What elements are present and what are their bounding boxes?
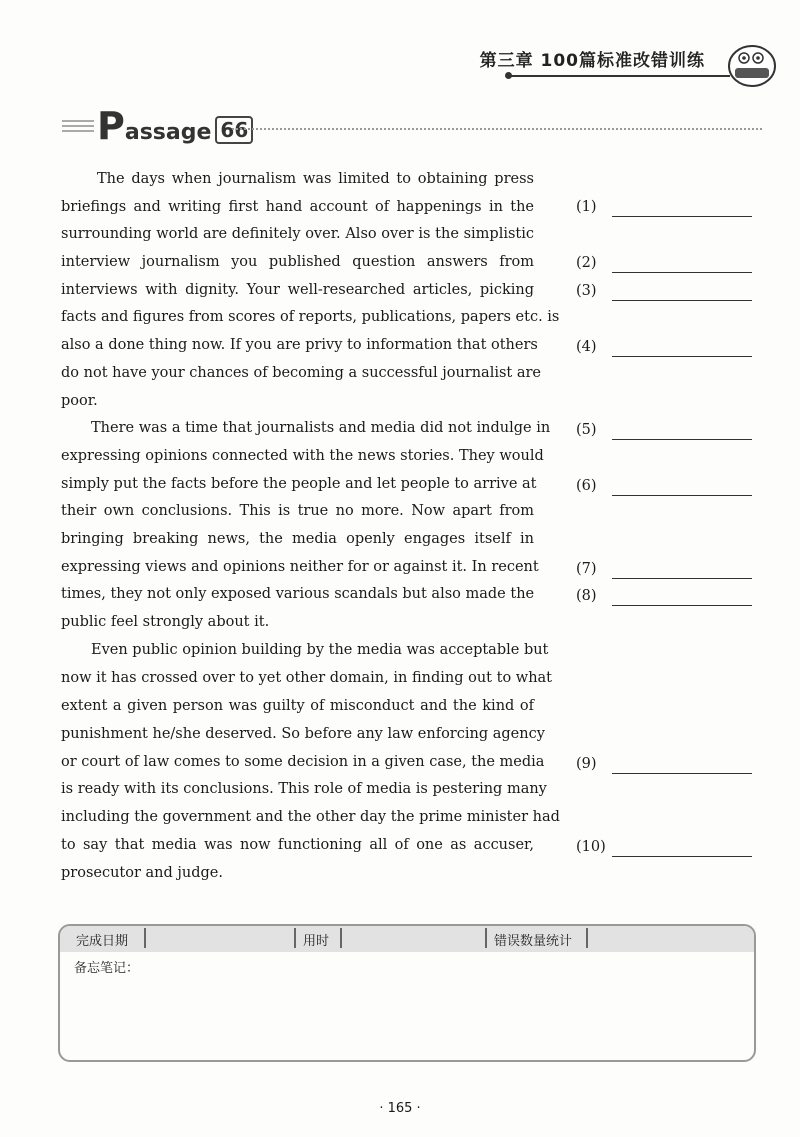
text-line: simply put the facts before the people and let people to arrive at bbox=[61, 476, 537, 492]
header-separator bbox=[586, 928, 588, 948]
passage-initial: P bbox=[97, 104, 125, 148]
header-separator bbox=[294, 928, 296, 948]
answer-blank[interactable] bbox=[612, 842, 752, 857]
text-line: their own conclusions. This is true no more. Now apart from bbox=[61, 503, 534, 519]
answer-number: (9) bbox=[576, 756, 597, 772]
answer-number: (4) bbox=[576, 339, 597, 355]
answer-number: (6) bbox=[576, 478, 597, 494]
answer-blank[interactable] bbox=[612, 286, 752, 301]
header-separator bbox=[144, 928, 146, 948]
error-count-label: 错误数量统计 bbox=[494, 934, 573, 949]
completion-date-label: 完成日期 bbox=[76, 934, 129, 949]
title-rule bbox=[232, 128, 762, 130]
passage-word: assage bbox=[124, 120, 212, 145]
title-decoration bbox=[62, 120, 94, 136]
answer-number: (1) bbox=[576, 199, 597, 215]
answer-blank[interactable] bbox=[612, 425, 752, 440]
answer-blank[interactable] bbox=[612, 759, 752, 774]
answer-blank[interactable] bbox=[612, 564, 752, 579]
answer-row bbox=[576, 281, 766, 301]
answer-row bbox=[576, 337, 766, 357]
text-line: The days when journalism was limited to obtaining press bbox=[97, 171, 534, 187]
answer-row bbox=[576, 837, 766, 857]
answer-number: (8) bbox=[576, 588, 597, 604]
answer-blank[interactable] bbox=[612, 342, 752, 357]
answer-row bbox=[576, 476, 766, 496]
text-line: briefings and writing first hand account of happenings in the bbox=[61, 199, 534, 215]
text-line: poor. bbox=[61, 393, 98, 409]
text-line: facts and figures from scores of reports, publications, papers etc. is bbox=[61, 309, 560, 325]
text-line: to say that media was now functioning all of one as accuser, bbox=[61, 837, 534, 853]
text-line: now it has crossed over to yet other domain, in finding out to what bbox=[61, 670, 553, 686]
text-line: extent a given person was guilty of misconduct and the kind of bbox=[61, 698, 534, 714]
page-number: · 165 · bbox=[379, 1101, 421, 1116]
answer-row bbox=[576, 197, 766, 217]
text-line: public feel strongly about it. bbox=[61, 614, 270, 630]
text-line: interviews with dignity. Your well-researched articles, picking bbox=[61, 282, 534, 298]
answer-number: (5) bbox=[576, 422, 597, 438]
text-line: Even public opinion building by the media was acceptable but bbox=[91, 642, 549, 658]
chapter-title: 第三章 100篇标准改错训练 bbox=[479, 51, 705, 71]
header-rule-dot bbox=[505, 72, 512, 79]
answer-number: (2) bbox=[576, 255, 597, 271]
text-line: also a done thing now. If you are privy to information that others bbox=[61, 337, 538, 353]
record-box-header bbox=[60, 926, 754, 952]
answer-number: (10) bbox=[576, 839, 606, 855]
answer-row bbox=[576, 253, 766, 273]
text-line: interview journalism you published question answers from bbox=[61, 254, 534, 270]
memo-label: 备忘笔记： bbox=[74, 961, 140, 976]
passage-title bbox=[97, 104, 253, 148]
text-line: is ready with its conclusions. This role of media is pestering many bbox=[61, 781, 547, 797]
mascot-logo-icon bbox=[727, 44, 777, 88]
text-line: including the government and the other day the prime minister had bbox=[61, 809, 560, 825]
passage-number: 66 bbox=[215, 116, 253, 144]
time-used-label: 用时 bbox=[303, 934, 330, 949]
text-line: punishment he/she deserved. So before any law enforcing agency bbox=[61, 726, 545, 742]
text-line: There was a time that journalists and media did not indulge in bbox=[91, 420, 551, 436]
answer-row bbox=[576, 586, 766, 606]
answer-row bbox=[576, 420, 766, 440]
text-line: times, they not only exposed various scandals but also made the bbox=[61, 586, 535, 602]
text-line: bringing breaking news, the media openly engages itself in bbox=[61, 531, 534, 547]
text-line: do not have your chances of becoming a successful journalist are bbox=[61, 365, 542, 381]
header-rule bbox=[508, 75, 730, 77]
text-line: expressing opinions connected with the news stories. They would bbox=[61, 448, 544, 464]
answer-blank[interactable] bbox=[612, 481, 752, 496]
header-separator bbox=[340, 928, 342, 948]
answer-number: (7) bbox=[576, 561, 597, 577]
answer-blank[interactable] bbox=[612, 591, 752, 606]
text-line: or court of law comes to some decision in a given case, the media bbox=[61, 754, 545, 770]
answer-row bbox=[576, 559, 766, 579]
text-line: surrounding world are definitely over. Also over is the simplistic bbox=[61, 226, 534, 242]
text-line: prosecutor and judge. bbox=[61, 865, 223, 881]
answer-blank[interactable] bbox=[612, 258, 752, 273]
header-separator bbox=[485, 928, 487, 948]
answer-blank[interactable] bbox=[612, 202, 752, 217]
answer-row bbox=[576, 754, 766, 774]
answer-number: (3) bbox=[576, 283, 597, 299]
text-line: expressing views and opinions neither for or against it. In recent bbox=[61, 559, 539, 575]
